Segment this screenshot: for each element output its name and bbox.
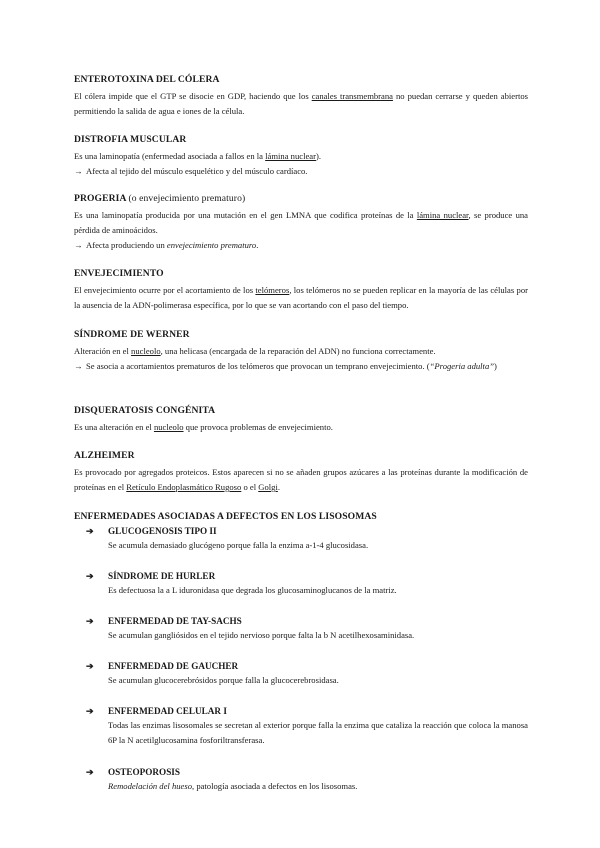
section-progeria — [74, 193, 528, 253]
section-body: El envejecimiento ocurre por el acortamiento de los telómeros, los telómeros no se pueden replicar en la mayoría de las células por la ausencia de la ADN-polimerasa específica, por lo que se van acortando con el paso del tiempo. — [74, 285, 528, 310]
list-item-text: Se acumulan glucocerebrósidos porque falla la glucocerebrosidasa. — [108, 675, 339, 685]
section-title: ENVEJECIMIENTO — [74, 268, 164, 279]
list-item-title: ➔ OSTEOPOROSIS — [86, 767, 180, 777]
list-item-title: ➔ ENFERMEDAD CELULAR I — [86, 706, 227, 716]
section-title: SÍNDROME DE WERNER — [74, 329, 190, 340]
arrow-bullet-icon: ➔ — [86, 661, 94, 671]
section-note: → Afecta produciendo un envejecimiento prematuro. — [74, 238, 528, 253]
list-item — [86, 705, 528, 748]
section-body: Es una laminopatía (enfermedad asociada a fallos en la lámina nuclear). — [74, 151, 321, 161]
section-title: DISQUERATOSIS CONGÉNITA — [74, 405, 216, 416]
right-arrow-icon: → — [74, 361, 83, 371]
section-lisosomas — [74, 511, 528, 526]
section-note: → Afecta al tejido del músculo esquelético y del músculo cardíaco. — [74, 164, 528, 179]
section-note: → Se asocia a acortamientos prematuros de los telómeros que provocan un temprano envejecimiento. (“Progeria adulta”) — [74, 359, 528, 374]
section-body: Es provocado por agregados proteicos. Estos aparecen si no se añaden grupos azúcares a las proteínas durante la modificación de proteínas en el Retículo Endoplasmático Rugoso o el Golgi. — [74, 467, 528, 492]
link-canales-transmembrana: canales transmembrana — [311, 91, 393, 101]
section-title: PROGERIA (o envejecimiento prematuro) — [74, 193, 246, 204]
list-item — [86, 525, 528, 553]
right-arrow-icon: → — [74, 240, 83, 250]
list-item-title: ➔ ENFERMEDAD DE TAY-SACHS — [86, 616, 242, 626]
list-item — [86, 766, 528, 794]
list-item — [86, 570, 528, 598]
list-item-text: Es defectuosa la a L iduronidasa que degrada los glucosaminoglucanos de la matriz. — [108, 585, 397, 595]
section-alzheimer — [74, 450, 528, 495]
section-enterotoxina — [74, 74, 528, 119]
list-item-title: ➔ GLUCOGENOSIS TIPO II — [86, 526, 217, 536]
section-body: El cólera impide que el GTP se disocie en GDP, haciendo que los canales transmembrana no puedan cerrarse y queden abiertos permitiendo la salida de agua e iones de la célula. — [74, 91, 528, 116]
section-werner — [74, 329, 528, 374]
list-item-text: Todas las enzimas lisosomales se secretan al exterior porque falla la enzima que cataliza la reacción que coloca la manosa 6P la N acetilglucosamina fosforiltransferasa. — [108, 720, 528, 745]
arrow-bullet-icon: ➔ — [86, 526, 94, 536]
section-body: Es una laminopatía producida por una mutación en el gen LMNA que codifica proteínas de la lámina nuclear, se produce una pérdida de aminoácidos. — [74, 210, 528, 235]
arrow-bullet-icon: ➔ — [86, 706, 94, 716]
arrow-bullet-icon: ➔ — [86, 616, 94, 626]
arrow-bullet-icon: ➔ — [86, 767, 94, 777]
section-title: DISTROFIA MUSCULAR — [74, 134, 187, 145]
section-envejecimiento — [74, 268, 528, 313]
list-item-text: Se acumula demasiado glucógeno porque falla la enzima a-1-4 glucosidasa. — [108, 540, 369, 550]
arrow-bullet-icon: ➔ — [86, 571, 94, 581]
section-body: Alteración en el nucleolo, una helicasa (encargada de la reparación del ADN) no funciona correctamente. — [74, 346, 436, 356]
section-title: ENTEROTOXINA DEL CÓLERA — [74, 74, 220, 85]
section-title: ALZHEIMER — [74, 450, 135, 461]
section-disqueratosis — [74, 405, 528, 435]
list-item-text: Remodelación del hueso, patología asociada a defectos en los lisosomas. — [108, 781, 358, 791]
list-item-text: Se acumulan gangliósidos en el tejido nervioso porque falta la b N acetilhexosaminidasa. — [108, 630, 415, 640]
list-item — [86, 660, 528, 688]
list-item-title: ➔ SÍNDROME DE HURLER — [86, 571, 216, 581]
section-distrofia — [74, 134, 528, 179]
right-arrow-icon: → — [74, 166, 83, 176]
section-title: ENFERMEDADES ASOCIADAS A DEFECTOS EN LOS LISOSOMAS — [74, 511, 377, 522]
list-item — [86, 615, 528, 643]
list-item-title: ➔ ENFERMEDAD DE GAUCHER — [86, 661, 239, 671]
section-body: Es una alteración en el nucleolo que provoca problemas de envejecimiento. — [74, 422, 333, 432]
